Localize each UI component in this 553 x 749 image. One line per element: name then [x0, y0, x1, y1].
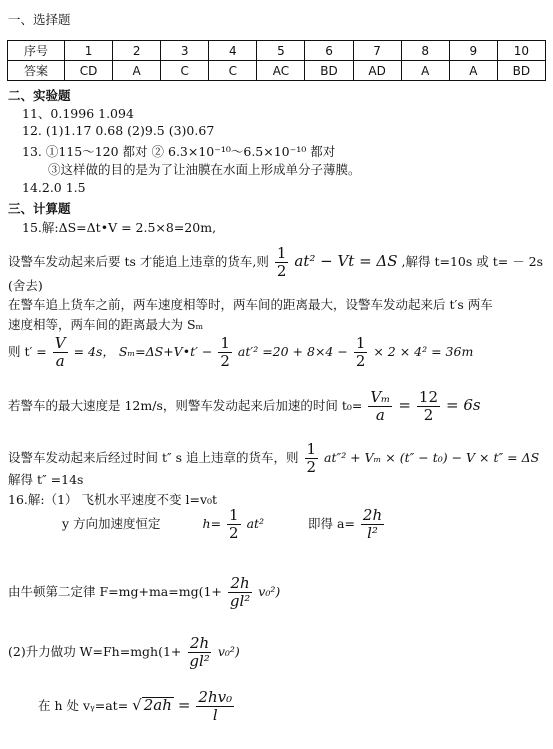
section-title-experiment: 二、实验题 [8, 88, 71, 103]
table-cell: 4 [209, 41, 257, 61]
q16-line5-pre: 在 h 处 vᵧ=at= [38, 698, 129, 713]
fraction-vm-over-a [368, 390, 392, 423]
q16-line3 [8, 576, 280, 609]
fraction-denominator: gl² [189, 652, 210, 670]
fraction-half [305, 442, 319, 475]
q15-line5-mid: = 4s， Sₘ=ΔS+V•t′ − [73, 344, 213, 359]
table-cell: 5 [257, 41, 305, 61]
q15-line5-pre: 则 t′ = [8, 344, 47, 359]
q16-line2-pre: y 方向加速度恒定 [62, 516, 161, 531]
table-cell: BD [497, 61, 545, 81]
q16-line4 [8, 636, 240, 669]
table-row-answer [8, 61, 546, 81]
q16-line1: 16.解:（1） 飞机水平速度不变 l=v₀t [8, 492, 218, 507]
answer-q12: 12. (1)1.17 0.68 (2)9.5 (3)0.67 [22, 123, 215, 138]
table-cell: 1 [65, 41, 113, 61]
fraction-half [354, 336, 368, 369]
fraction-2h-over-l2 [361, 508, 384, 541]
fraction-numerator: 2h [190, 634, 210, 652]
q15-line5 [8, 336, 473, 369]
table-cell: AC [257, 61, 305, 81]
q16-line4-post: v₀²) [217, 644, 240, 659]
q15-line7-post: at″² + Vₘ × (t″ − t₀) − V × t″ = ΔS [324, 450, 540, 465]
fraction-numerator: 1 [306, 440, 317, 458]
q16-line4-pre: (2)升力做功 W=Fh=mgh(1+ [8, 644, 182, 659]
q16-line5-eq: = [177, 696, 191, 714]
q16-line3-pre: 由牛顿第二定律 F=mg+ma=mg(1+ [8, 584, 222, 599]
fraction-numerator: V [54, 334, 66, 352]
row-label-answer: 答案 [8, 61, 65, 81]
table-cell: 7 [353, 41, 401, 61]
answer-q11: 11、0.1996 1.094 [22, 106, 134, 121]
q15-line3: 在警车追上货车之前，两车速度相等时，两车间的距离最大，设警车发动起来后 t′s 两车 [8, 297, 493, 312]
q15-line7-pre: 设警车发动起来后经过时间 t″ s 追上违章的货车，则 [8, 450, 299, 465]
table-cell: 2 [113, 41, 161, 61]
table-cell: 9 [449, 41, 497, 61]
table-cell: C [209, 61, 257, 81]
fraction-denominator: gl² [229, 592, 251, 610]
q15-line1 [8, 246, 543, 279]
table-cell: A [449, 61, 497, 81]
fraction-numerator: 1 [220, 334, 230, 352]
fraction-numerator: 2h [362, 506, 383, 524]
q15-line2: (舍去) [8, 278, 43, 293]
fraction-denominator: 2 [276, 262, 287, 280]
table-cell: BD [305, 61, 353, 81]
q15-line4: 速度相等，两车间的距离最大为 Sₘ [8, 317, 204, 332]
fraction-twelve-over-two [417, 390, 440, 423]
table-cell: A [113, 61, 161, 81]
table-cell: C [161, 61, 209, 81]
fraction-numerator: 1 [276, 244, 287, 262]
fraction-denominator: 2 [220, 352, 230, 370]
fraction-denominator: 2 [306, 458, 317, 476]
fraction-numerator: 1 [355, 334, 366, 352]
fraction-half [275, 246, 289, 279]
q15-line8: 解得 t″ =14s [8, 472, 84, 487]
section-title-choice: 一、选择题 [8, 12, 71, 27]
fraction-half [218, 336, 232, 369]
fraction-denominator: l² [367, 524, 378, 542]
table-cell: 3 [161, 41, 209, 61]
q15-line6-post: = 6s [446, 396, 481, 414]
q16-line2-mid2: at² [246, 516, 265, 531]
row-label-number: 序号 [8, 41, 65, 61]
q16-line2-post: 即得 a= [308, 516, 355, 531]
radical-content: 2ah [143, 696, 172, 714]
answer-q13-b: ③这样做的目的是为了让油膜在水面上形成单分子薄膜。 [48, 162, 361, 177]
q15-line5-mid2: at′² =20 + 8×4 − [237, 344, 348, 359]
table-cell: 6 [305, 41, 353, 61]
fraction-numerator: Vₘ [370, 388, 391, 406]
fraction-numerator: 1 [229, 506, 239, 524]
fraction-denominator: 2 [229, 524, 239, 542]
q15-line7 [8, 442, 539, 475]
table-cell: A [401, 61, 449, 81]
q15-line6: 若警车的最大速度是 12m/s，则警车发动起来后加速的时间 t₀= $\frac{\text{Vₘ}}{a}$ = $\frac{12}{2}$ = 6s [8, 388, 481, 424]
fraction-2hv0-over-l [196, 690, 234, 723]
q16-line3-post: v₀²) [258, 584, 281, 599]
q16-line5 [38, 690, 236, 723]
fraction-half [227, 508, 241, 541]
q16-line2-mid: h= [202, 516, 222, 531]
answer-q14: 14.2.0 1.5 [22, 180, 86, 195]
q15-line1-pre: 设警车发动起来后要 ts 才能追上违章的货车,则 [8, 254, 269, 269]
fraction-v-over-a [53, 336, 68, 369]
q15-line6-pre: 若警车的最大速度是 12m/s，则警车发动起来后加速的时间 t₀= [8, 398, 363, 413]
table-cell: AD [353, 61, 401, 81]
table-cell: 8 [401, 41, 449, 61]
fraction-numerator: 12 [418, 388, 439, 406]
section-title-calculation: 三、计算题 [8, 201, 71, 216]
answer-table [7, 40, 546, 81]
q15-line1-eq: at² − Vt = ΔS [294, 252, 398, 270]
table-cell: CD [65, 61, 113, 81]
radical-sign-icon: √ [132, 696, 142, 714]
fraction-numerator: 2hv₀ [198, 688, 233, 706]
table-row-number [8, 41, 546, 61]
q15-line5-post: × 2 × 4² = 36m [373, 344, 474, 359]
table-cell: 10 [497, 41, 545, 61]
fraction-denominator: 2 [423, 406, 434, 424]
fraction-denominator: a [375, 406, 385, 424]
fraction-denominator: a [55, 352, 65, 370]
answer-q13-a: 13. ①115～120 都对 ② 6.3×10⁻¹⁰～6.5×10⁻¹⁰ 都对 [22, 144, 336, 159]
fraction-numerator: 2h [230, 574, 250, 592]
fraction-2h-over-gl2 [187, 636, 211, 669]
q15-line1-post: ,解得 t=10s 或 t= － 2s [401, 254, 544, 269]
fraction-denominator: l [212, 706, 218, 724]
q16-line2 [62, 508, 386, 541]
q15-head: 15.解:ΔS=Δt•V = 2.5×8=20m, [22, 220, 217, 235]
fraction-denominator: 2 [355, 352, 366, 370]
fraction-2h-over-gl2 [228, 576, 252, 609]
